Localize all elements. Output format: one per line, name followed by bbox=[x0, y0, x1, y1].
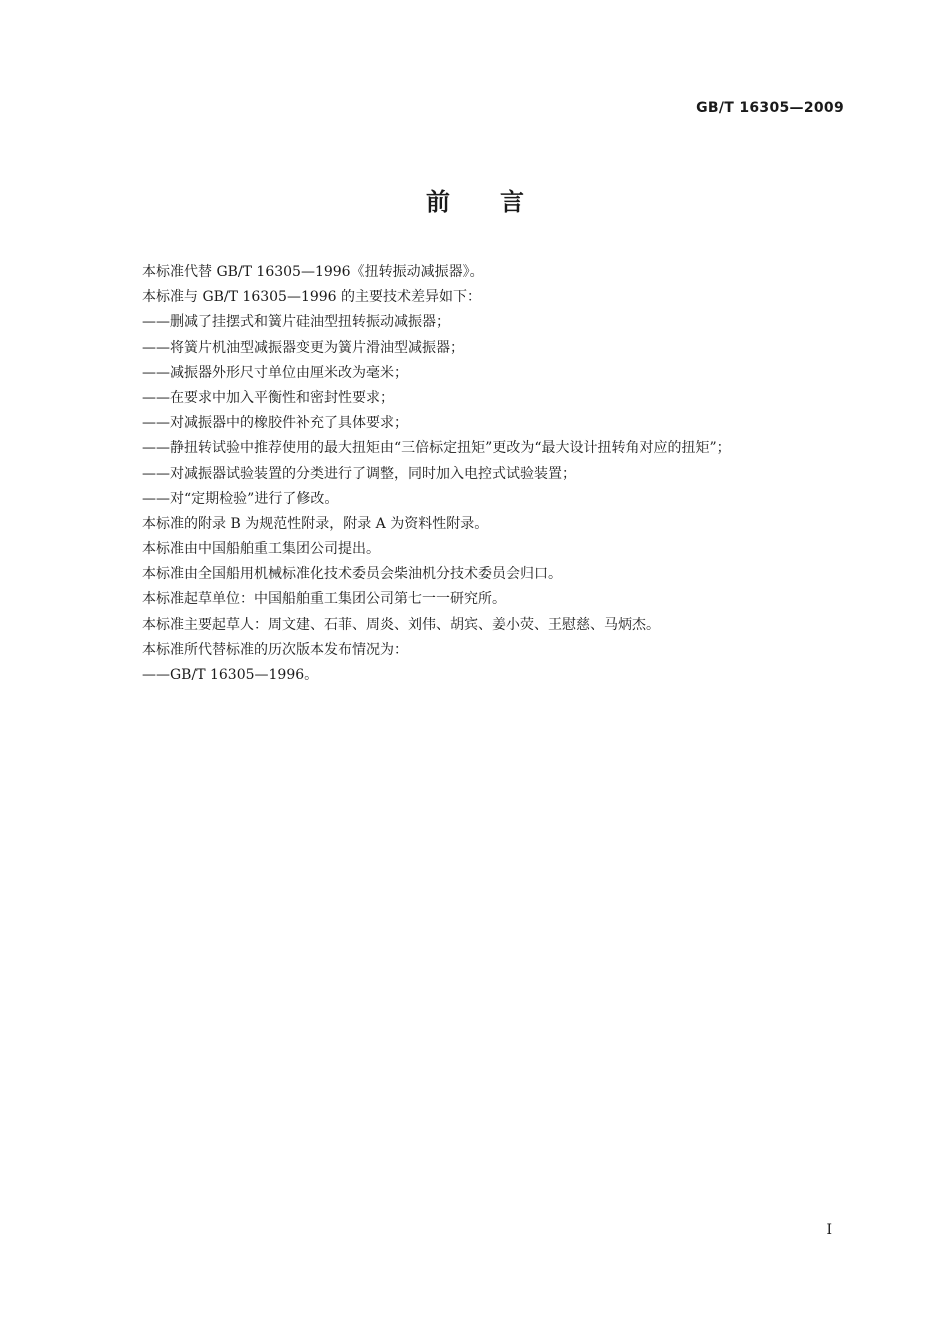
page-number: I bbox=[826, 1222, 832, 1238]
text-line: ——删减了挂摆式和簧片硅油型扭转振动减振器； bbox=[142, 314, 450, 331]
text-line: 本标准由全国船用机械标准化技术委员会柴油机分技术委员会归口。 bbox=[142, 566, 562, 583]
foreword-body bbox=[142, 260, 842, 688]
text-line: 本标准由中国船舶重工集团公司提出。 bbox=[142, 541, 380, 558]
text-line: 本标准主要起草人：周文建、石菲、周炎、刘伟、胡宾、姜小荧、王慰慈、马炳杰。 bbox=[142, 616, 660, 633]
text-line: ——减振器外形尺寸单位由厘米改为毫米； bbox=[142, 364, 408, 381]
text-line: 本标准的附录 B 为规范性附录，附录 A 为资料性附录。 bbox=[142, 515, 489, 532]
text-line: ——将簧片机油型减振器变更为簧片滑油型减振器； bbox=[142, 339, 464, 356]
standard-number: GB/T 16305—2009 bbox=[696, 100, 844, 116]
text-line: ——GB/T 16305—1996。 bbox=[142, 667, 319, 683]
text-line: ——对“定期检验”进行了修改。 bbox=[142, 490, 339, 507]
page-title: 前言 bbox=[426, 188, 574, 216]
text-line: 本标准起草单位：中国船舶重工集团公司第七一一研究所。 bbox=[142, 591, 506, 608]
text-line: ——静扭转试验中推荐使用的最大扭矩由“三倍标定扭矩”更改为“最大设计扭转角对应的扭矩”； bbox=[142, 440, 731, 457]
text-line: 本标准与 GB/T 16305—1996 的主要技术差异如下： bbox=[142, 289, 482, 306]
text-line: ——对减振器试验装置的分类进行了调整，同时加入电控式试验装置； bbox=[142, 465, 576, 482]
text-line: ——对减振器中的橡胶件补充了具体要求； bbox=[142, 415, 408, 432]
text-line: 本标准代替 GB/T 16305—1996《扭转振动减振器》。 bbox=[142, 264, 484, 280]
text-line: 本标准所代替标准的历次版本发布情况为： bbox=[142, 641, 408, 658]
text-line: ——在要求中加入平衡性和密封性要求； bbox=[142, 389, 394, 406]
